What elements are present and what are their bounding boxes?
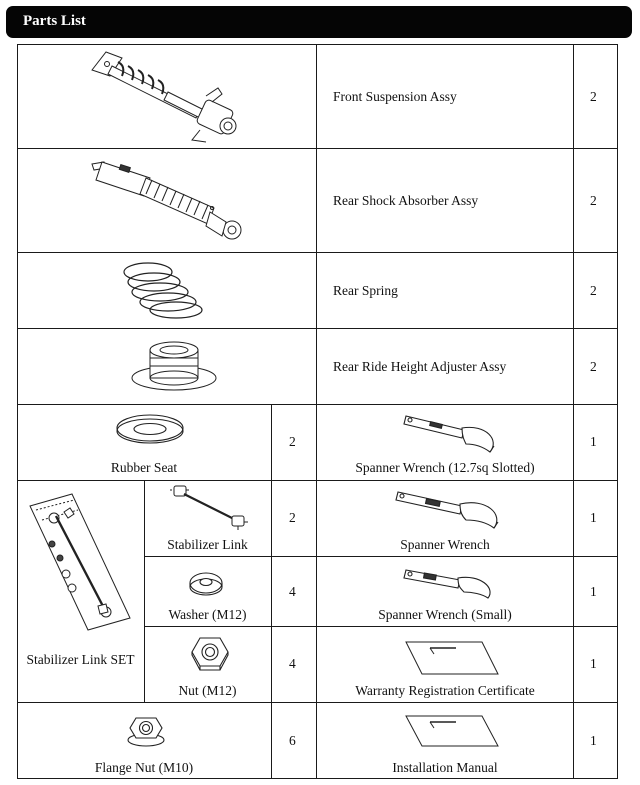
part-name: Washer (M12) bbox=[168, 607, 247, 622]
height-adjuster-icon bbox=[128, 334, 218, 399]
document-icon bbox=[404, 640, 500, 681]
column-divider bbox=[271, 404, 272, 779]
row-divider bbox=[17, 252, 618, 253]
part-qty: 2 bbox=[590, 359, 597, 374]
column-divider bbox=[573, 44, 574, 779]
column-divider bbox=[144, 480, 145, 702]
part-qty: 2 bbox=[289, 434, 296, 449]
coil-spring-icon bbox=[118, 258, 210, 327]
part-qty: 2 bbox=[590, 193, 597, 208]
table-border bbox=[17, 778, 618, 779]
part-name: Rubber Seat bbox=[110, 460, 178, 475]
part-qty: 2 bbox=[590, 89, 597, 104]
shock-absorber-icon bbox=[90, 156, 250, 251]
table-border bbox=[17, 44, 618, 45]
row-divider bbox=[144, 626, 618, 627]
spanner-wrench-icon bbox=[404, 410, 500, 461]
document-icon bbox=[404, 714, 500, 753]
part-name: Spanner Wrench (Small) bbox=[378, 607, 512, 622]
part-name: Flange Nut (M10) bbox=[94, 760, 194, 775]
flange-nut-icon bbox=[126, 714, 166, 753]
part-name: Spanner Wrench bbox=[400, 537, 490, 552]
part-name: Stabilizer Link SET bbox=[26, 652, 135, 667]
row-divider bbox=[17, 328, 618, 329]
part-name: Spanner Wrench (12.7sq Slotted) bbox=[355, 460, 535, 475]
part-qty: 1 bbox=[590, 434, 597, 449]
coilover-strut-icon bbox=[88, 48, 248, 149]
part-qty: 1 bbox=[590, 733, 597, 748]
part-qty: 4 bbox=[289, 584, 296, 599]
part-name: Warranty Registration Certificate bbox=[355, 683, 535, 698]
row-divider bbox=[17, 702, 618, 703]
part-name: Rear Shock Absorber Assy bbox=[333, 193, 479, 208]
part-qty: 2 bbox=[289, 510, 296, 525]
part-qty: 2 bbox=[590, 283, 597, 298]
spanner-wrench-icon bbox=[396, 488, 504, 537]
part-name: Rear Spring bbox=[333, 283, 398, 298]
rubber-seat-icon bbox=[115, 412, 185, 449]
table-border bbox=[617, 44, 618, 779]
part-qty: 1 bbox=[590, 584, 597, 599]
header-title: Parts List bbox=[23, 13, 86, 29]
table-border bbox=[17, 44, 18, 779]
washer-icon bbox=[188, 568, 224, 601]
part-name: Stabilizer Link bbox=[167, 537, 248, 552]
spanner-wrench-icon bbox=[404, 566, 500, 607]
row-divider bbox=[144, 556, 618, 557]
part-name: Nut (M12) bbox=[178, 683, 237, 698]
part-name: Rear Ride Height Adjuster Assy bbox=[333, 359, 507, 374]
nut-icon bbox=[190, 634, 230, 677]
column-divider bbox=[316, 44, 317, 404]
row-divider bbox=[17, 404, 618, 405]
stabilizer-link-icon bbox=[170, 484, 252, 537]
part-name: Installation Manual bbox=[392, 760, 498, 775]
bagged-link-set-icon bbox=[26, 492, 134, 637]
part-qty: 4 bbox=[289, 656, 296, 671]
part-qty: 6 bbox=[289, 733, 296, 748]
part-qty: 1 bbox=[590, 510, 597, 525]
part-qty: 1 bbox=[590, 656, 597, 671]
row-divider bbox=[17, 480, 618, 481]
part-name: Front Suspension Assy bbox=[333, 89, 457, 104]
